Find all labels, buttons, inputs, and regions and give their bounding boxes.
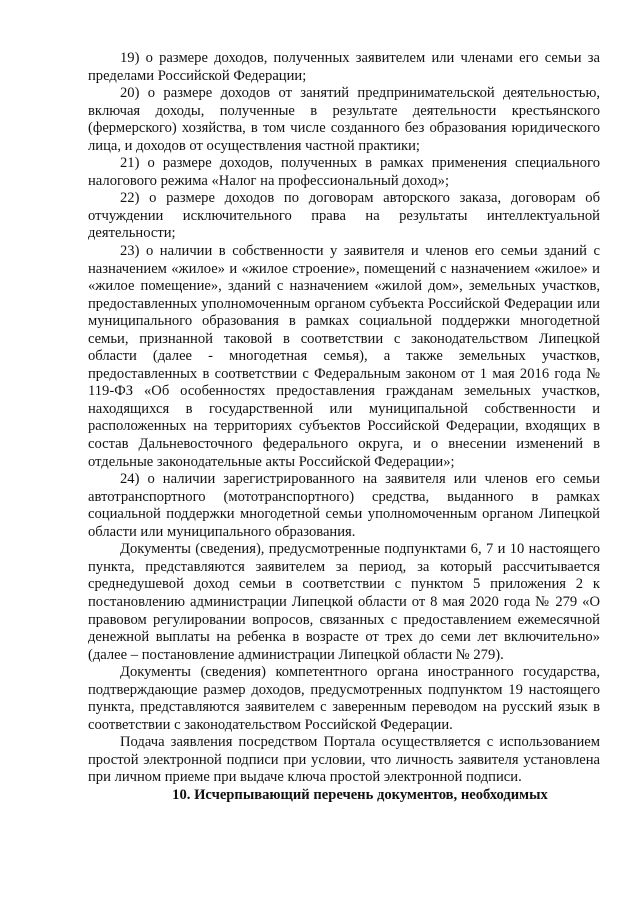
paragraph-item-19: 19) о размере доходов, полученных заявителем или членами его семьи за пределами Российской Федерации; [88, 50, 600, 84]
paragraph-foreign-documents: Документы (сведения) компетентного органа иностранного государства, подтверждающие размер доходов, предусмотренных подпунктом 19 настоящего пункта, представляются заявителем с заверенным переводом на русский язык в соответствии с законодательством Российской Федерации. [88, 664, 600, 733]
paragraph-documents-period: Документы (сведения), предусмотренные подпунктами 6, 7 и 10 настоящего пункта, представляются заявителем за период, за который рассчитывается среднедушевой доход семьи в соответствии с пунктом 5 приложения 2 к постановлению администрации Липецкой области от 8 мая 2020 года № 279 «О правовом регулировании вопросов, связанных с предоставлением ежемесячной денежной выплаты на ребенка в возрасте от трех до семи лет включительно» (далее – постановление администрации Липецкой области № 279). [88, 541, 600, 663]
paragraph-item-22: 22) о размере доходов по договорам авторского заказа, договорам об отчуждении исключительного права на результаты интеллектуальной деятельности; [88, 190, 600, 242]
paragraph-item-24: 24) о наличии зарегистрированного на заявителя или членов его семьи автотранспортного (мототранспортного) средства, выданного в рамках социальной поддержки многодетной семьи уполномоченным органом Липецкой области или муниципального образования. [88, 471, 600, 540]
paragraph-item-21: 21) о размере доходов, полученных в рамках применения специального налогового режима «Налог на профессиональный доход»; [88, 155, 600, 189]
paragraph-item-20: 20) о размере доходов от занятий предпринимательской деятельностью, включая доходы, полученные в результате деятельности крестьянского (фермерского) хозяйства, в том числе созданного без образования юридического лица, и доходов от осуществления частной практики; [88, 85, 600, 154]
document-page [88, 50, 600, 805]
paragraph-portal-submission: Подача заявления посредством Портала осуществляется с использованием простой электронной подписи при условии, что личность заявителя установлена при личном приеме при выдаче ключа простой электронной подписи. [88, 734, 600, 786]
section-heading: 10. Исчерпывающий перечень документов, необходимых [172, 786, 548, 803]
paragraph-item-23: 23) о наличии в собственности у заявителя и членов его семьи зданий с назначением «жилое» и «жилое строение», помещений с назначением «жилое» и «жилое помещение», зданий с назначением «жилой дом», земельных участков, предоставленных уполномоченным органом субъекта Российской Федерации или муниципального образования в рамках социальной поддержки многодетной семьи, признанной таковой в соответствии с законодательством Липецкой области (далее - многодетная семья), а также земельных участков, предоставленных в соответствии с Федеральным законом от 1 мая 2016 года № 119-ФЗ «Об особенностях предоставления гражданам земельных участков, находящихся в государственной или муниципальной собственности и расположенных на территориях субъектов Российской Федерации, входящих в состав Дальневосточного федерального округа, и о внесении изменений в отдельные законодательные акты Российской Федерации»; [88, 243, 600, 470]
